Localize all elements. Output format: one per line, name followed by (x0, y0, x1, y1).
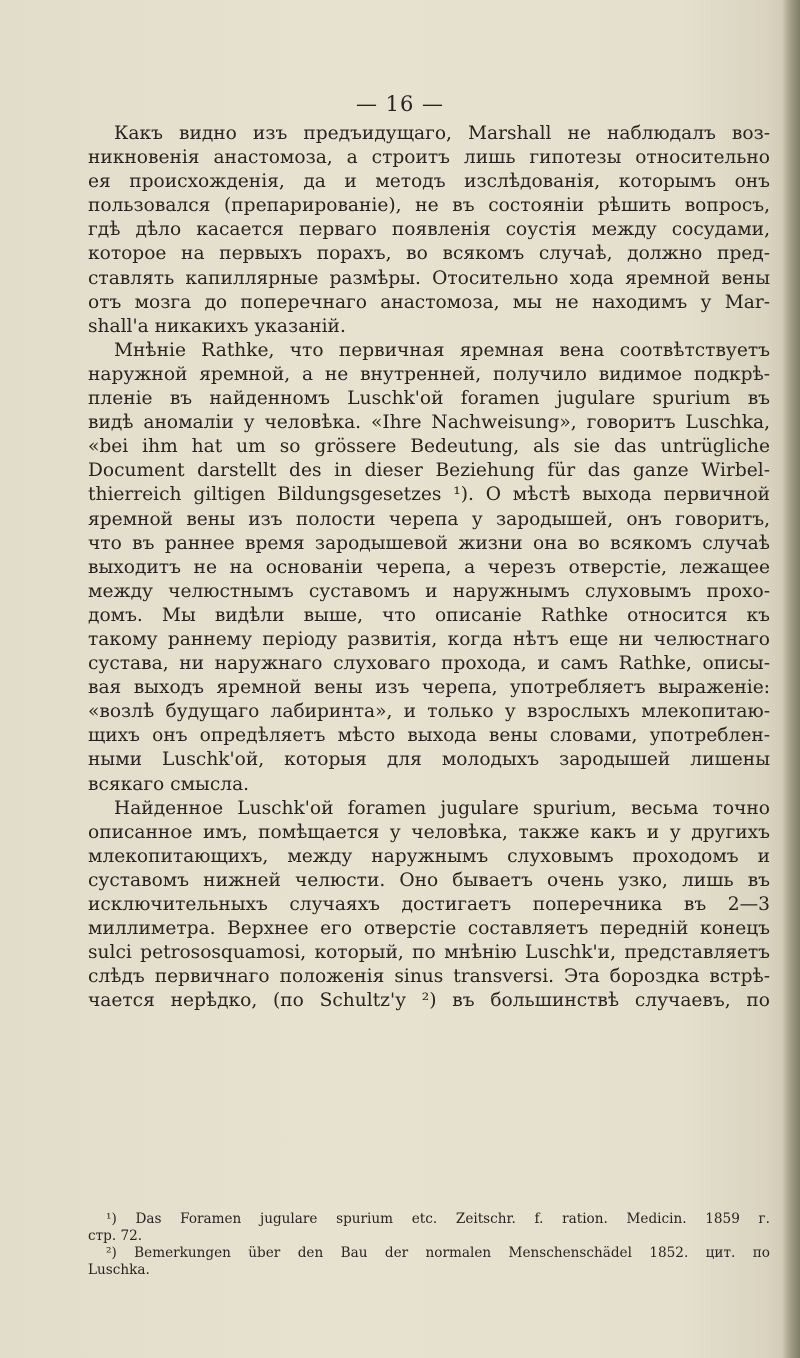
text-line: щихъ онъ опредѣляетъ мѣсто выхода вены словами, употреблен- (88, 725, 770, 747)
text-line: между челюстнымъ суставомъ и наружнымъ слуховымъ прохо- (88, 580, 770, 602)
text-line: слѣдъ первичнаго положенія sinus transversi. Эта бороздка встрѣ- (88, 966, 770, 988)
text-line: пленіе въ найденномъ Luschk'ой foramen jugulare spurium въ (88, 388, 770, 410)
text-line: наружной яремной, а не внутренней, получило видимое подкрѣ- (88, 363, 770, 385)
text-line: ставлять капиллярные размѣры. Отосительно хода яремной вены (88, 267, 770, 289)
text-line: которое на первыхъ порахъ, во всякомъ случаѣ, должно пред- (88, 243, 770, 265)
text-line: вая выходъ яремной вены изъ черепа, употребляетъ выраженіе: (88, 677, 770, 699)
text-line: такому раннему періоду развитія, когда нѣтъ еще ни челюстнаго (88, 628, 770, 650)
text-line: домъ. Мы видѣли выше, что описаніе Rathke относится къ (88, 604, 770, 626)
text-line: ными Luschk'ой, которыя для молодыхъ зародышей лишены (88, 749, 770, 771)
text-line: суставомъ нижней челюсти. Оно бываетъ очень узко, лишь въ (88, 869, 770, 891)
text-line: описанное имъ, помѣщается у человѣка, также какъ и у другихъ (88, 821, 770, 843)
text-line: Document darstellt des in dieser Beziehung für das ganze Wirbel- (88, 460, 770, 482)
text-line: всякаго смысла. (88, 773, 250, 795)
text-line: Какъ видно изъ предъидущаго, Marshall не наблюдалъ воз- (114, 123, 770, 144)
text-line: гдѣ дѣло касается перваго появленія соустія между сосудами, (88, 219, 770, 241)
footnote-line: стр. 72. (88, 1228, 143, 1244)
text-line: shall'а никакихъ указаній. (88, 315, 346, 337)
text-line: исключительныхъ случаяхъ достигаетъ поперечника въ 2—3 (88, 894, 770, 915)
page-binding-edge (782, 0, 800, 1358)
text-line: чается нерѣдко, (по Schultz'у ²) въ большинствѣ случаевъ, по (88, 990, 770, 1012)
body-text (88, 122, 770, 1013)
footnotes (88, 1211, 770, 1279)
footnote-line: ²) Bemerkungen über den Bau der normalen Menschenschädel 1852. цит. по (106, 1245, 770, 1261)
page-number: — 16 — (355, 92, 445, 116)
text-line: пользовался (препарированіе), не въ состояніи рѣшить вопросъ, (88, 195, 770, 217)
footnote-line: ¹) Das Foramen jugulare spurium etc. Zeitschr. f. ration. Medicin. 1859 г. (106, 1211, 770, 1227)
text-line: что въ раннее время зародышевой жизни она во всякомъ случаѣ (88, 532, 770, 554)
text-line: никновенія анастомоза, а строитъ лишь гипотезы относительно (88, 147, 770, 169)
footnote-line: Luschka. (88, 1262, 150, 1278)
text-line: Мнѣніе Rathke, что первичная яремная вена соотвѣтствуетъ (114, 339, 770, 361)
text-line: «bei ihm hat um so grössere Bedeutung, als sie das untrügliche (88, 436, 770, 458)
text-line: ея происхожденія, да и методъ изслѣдованія, которымъ онъ (88, 171, 770, 193)
text-line: выходитъ не на основаніи черепа, а черезъ отверстіе, лежащее (88, 556, 770, 578)
text-line: Найденное Luschk'ой foramen jugulare spurium, весьма точно (114, 797, 770, 819)
text-line: миллиметра. Верхнее его отверстіе составляетъ передній конецъ (88, 918, 770, 940)
text-line: яремной вены изъ полости черепа у зародышей, онъ говоритъ, (88, 508, 770, 530)
text-line: «возлѣ будущаго лабиринта», и только у взрослыхъ млекопитаю- (88, 701, 770, 723)
text-line: thierreich giltigen Bildungsgesetzes ¹). О мѣстѣ выхода первичной (88, 484, 770, 506)
text-line: видѣ аномаліи у человѣка. «Ihre Nachweisung», говоритъ Luschka, (88, 412, 770, 434)
text-line: сустава, ни наружнаго слуховаго прохода, и самъ Rathke, описы- (88, 653, 770, 675)
text-line: sulci petrososquamosi, который, по мнѣнію Luschk'и, представляетъ (88, 942, 770, 964)
text-line: млекопитающихъ, между наружнымъ слуховымъ проходомъ и (88, 845, 770, 867)
text-line: отъ мозга до поперечнаго анастомоза, мы не находимъ у Mar- (88, 291, 770, 313)
